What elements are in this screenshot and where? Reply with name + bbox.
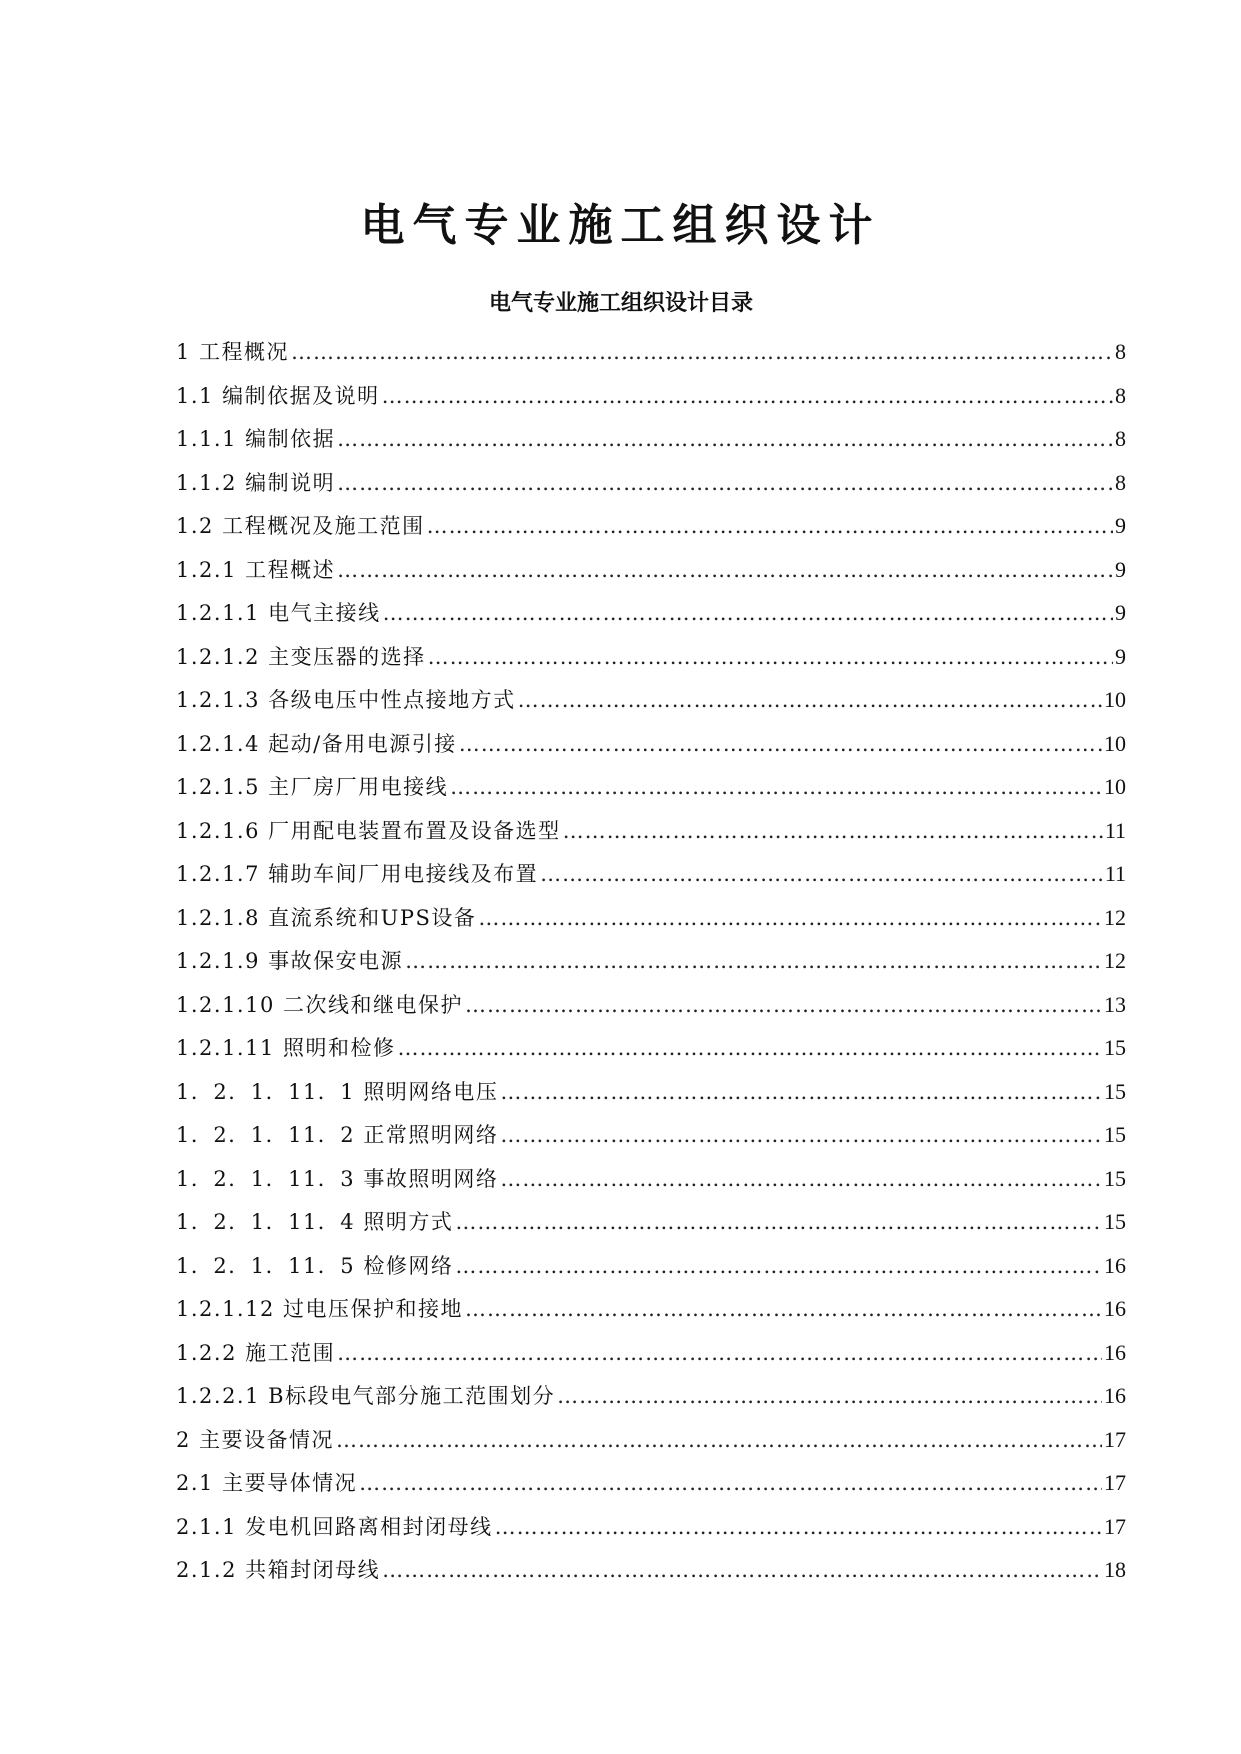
toc-dot-leader [459, 723, 1102, 767]
toc-entry-label: 1.2.1.4 起动/备用电源引接 [176, 731, 457, 756]
toc-entry-label: 1.2.1.8 直流系统和UPS设备 [176, 905, 477, 930]
toc-entry-label: 1．2．1．11．1 照明网络电压 [176, 1079, 499, 1104]
toc-entry[interactable] [176, 504, 1126, 548]
toc-entry-label: 1．2．1．11．3 事故照明网络 [176, 1166, 499, 1191]
toc-dot-leader [427, 505, 1113, 549]
toc-page-number: 15 [1104, 1209, 1126, 1234]
toc-page-number: 16 [1104, 1252, 1126, 1278]
toc-entry[interactable] [176, 1548, 1126, 1592]
toc-entry-label: 1.2.1.3 各级电压中性点接地方式 [176, 688, 516, 712]
toc-entry[interactable] [176, 1461, 1126, 1505]
toc-dot-leader [465, 984, 1102, 1028]
toc-dot-leader [450, 766, 1102, 810]
toc-dot-leader [337, 462, 1113, 506]
toc-page-number: 15 [1104, 1078, 1126, 1104]
toc-entry-label: 1．2．1．11．4 照明方式 [176, 1210, 454, 1234]
toc-entry-label: 1.2.1.6 厂用配电装置布置及设备选型 [176, 818, 561, 843]
toc-page-number: 9 [1115, 643, 1126, 669]
toc-entry-label: 2.1.1 发电机回路离相封闭母线 [176, 1514, 493, 1539]
toc-page-number: 9 [1115, 513, 1126, 538]
toc-page-number: 10 [1104, 730, 1126, 756]
toc-entry[interactable] [176, 1244, 1126, 1288]
toc-dot-leader [337, 418, 1113, 462]
toc-entry[interactable] [176, 417, 1126, 461]
toc-entry[interactable] [176, 1200, 1126, 1244]
toc-entry[interactable] [176, 896, 1126, 940]
toc-page-number: 15 [1104, 1035, 1126, 1060]
toc-page-number: 9 [1115, 600, 1126, 625]
toc-entry[interactable] [176, 983, 1126, 1027]
toc-entry[interactable] [176, 1331, 1126, 1375]
toc-dot-leader [382, 1549, 1102, 1593]
toc-page-number: 8 [1115, 469, 1126, 495]
toc-dot-leader [291, 331, 1113, 375]
toc-dot-leader [428, 636, 1113, 680]
toc-entry-label: 1．2．1．11．5 检修网络 [176, 1253, 454, 1278]
toc-dot-leader [336, 1419, 1102, 1463]
toc-entry[interactable] [176, 939, 1126, 983]
toc-entry-label: 2.1 主要导体情况 [176, 1471, 358, 1495]
toc-page-number: 8 [1115, 339, 1126, 364]
toc-entry[interactable] [176, 722, 1126, 766]
toc-dot-leader [495, 1506, 1102, 1550]
toc-page-number: 13 [1104, 991, 1126, 1017]
toc-entry[interactable] [176, 1070, 1126, 1114]
toc-entry-label: 1.1.2 编制说明 [176, 470, 336, 495]
toc-entry[interactable] [176, 765, 1126, 809]
toc-entry-label: 2 主要设备情况 [176, 1427, 335, 1452]
toc-dot-leader [398, 1027, 1102, 1071]
toc-dot-leader [455, 1201, 1102, 1245]
toc-entry[interactable] [176, 1026, 1126, 1070]
toc-dot-leader [563, 810, 1103, 854]
toc-entry[interactable] [176, 1505, 1126, 1549]
toc-page-number: 9 [1115, 556, 1126, 582]
toc-heading: 电气专业施工组织设计目录 [488, 291, 753, 316]
toc-entry[interactable] [176, 678, 1126, 722]
toc-entry-label: 1.2.1.9 事故保安电源 [176, 949, 404, 973]
toc-dot-leader [500, 1158, 1102, 1202]
toc-entry[interactable] [176, 1113, 1126, 1157]
toc-entry[interactable] [176, 374, 1126, 418]
toc-dot-leader [518, 679, 1102, 723]
toc-entry[interactable] [176, 1374, 1126, 1418]
toc-entry-label: 1.1.1 编制依据 [176, 427, 336, 451]
toc-dot-leader [557, 1375, 1102, 1419]
toc-entry-label: 1．2．1．11．2 正常照明网络 [176, 1123, 499, 1147]
toc-entry[interactable] [176, 330, 1126, 374]
toc-page-number: 18 [1104, 1557, 1126, 1582]
toc-entry[interactable] [176, 1287, 1126, 1331]
toc-page-number: 10 [1104, 774, 1126, 799]
toc-page-number: 17 [1104, 1426, 1126, 1452]
toc-entry-label: 1.2.1 工程概述 [176, 557, 336, 582]
toc-page-number: 17 [1104, 1470, 1126, 1495]
toc-entry-label: 1.2 工程概况及施工范围 [176, 514, 425, 538]
toc-entry[interactable] [176, 809, 1126, 853]
toc-entry-label: 1.2.1.5 主厂房厂用电接线 [176, 775, 449, 799]
toc-page-number: 17 [1104, 1513, 1126, 1539]
toc-dot-leader [500, 1071, 1102, 1115]
toc-page-number: 16 [1104, 1383, 1126, 1408]
toc-entry[interactable] [176, 852, 1126, 896]
toc-page-number: 15 [1104, 1165, 1126, 1191]
toc-entry[interactable] [176, 461, 1126, 505]
table-of-contents [176, 330, 1126, 1592]
toc-dot-leader [382, 375, 1113, 419]
toc-entry[interactable] [176, 591, 1126, 635]
toc-page-number: 11 [1104, 817, 1126, 843]
toc-dot-leader [359, 1462, 1102, 1506]
toc-page-number: 11 [1104, 861, 1126, 886]
toc-entry-label: 1.2.1.11 照明和检修 [176, 1036, 396, 1060]
toc-dot-leader [455, 1245, 1102, 1289]
toc-page-number: 12 [1104, 948, 1126, 973]
toc-dot-leader [500, 1114, 1102, 1158]
toc-entry-label: 1.2.1.2 主变压器的选择 [176, 644, 426, 669]
toc-entry-label: 2.1.2 共箱封闭母线 [176, 1558, 381, 1582]
toc-page-number: 8 [1115, 426, 1126, 451]
toc-entry[interactable] [176, 635, 1126, 679]
toc-entry-label: 1.2.1.7 辅助车间厂用电接线及布置 [176, 862, 539, 886]
toc-entry-label: 1.1 编制依据及说明 [176, 383, 380, 408]
toc-page-number: 8 [1115, 382, 1126, 408]
toc-page-number: 16 [1104, 1296, 1126, 1321]
toc-dot-leader [478, 897, 1102, 941]
toc-page-number: 12 [1104, 904, 1126, 930]
toc-entry-label: 1.2.2 施工范围 [176, 1340, 336, 1365]
toc-entry-label: 1.2.2.1 B标段电气部分施工范围划分 [176, 1384, 556, 1408]
document-title: 电气专业施工组织设计 [360, 200, 881, 251]
toc-dot-leader [337, 1332, 1102, 1376]
toc-entry[interactable] [176, 548, 1126, 592]
toc-entry[interactable] [176, 1157, 1126, 1201]
toc-dot-leader [540, 853, 1103, 897]
toc-entry[interactable] [176, 1418, 1126, 1462]
toc-entry-label: 1 工程概况 [176, 340, 290, 364]
toc-entry-label: 1.2.1.10 二次线和继电保护 [176, 992, 464, 1017]
toc-page-number: 16 [1104, 1339, 1126, 1365]
toc-entry-label: 1.2.1.12 过电压保护和接地 [176, 1297, 464, 1321]
toc-dot-leader [465, 1288, 1102, 1332]
toc-page-number: 15 [1104, 1122, 1126, 1147]
toc-dot-leader [383, 592, 1113, 636]
toc-dot-leader [337, 549, 1113, 593]
toc-entry-label: 1.2.1.1 电气主接线 [176, 601, 381, 625]
toc-page-number: 10 [1104, 687, 1126, 712]
toc-dot-leader [405, 940, 1102, 984]
